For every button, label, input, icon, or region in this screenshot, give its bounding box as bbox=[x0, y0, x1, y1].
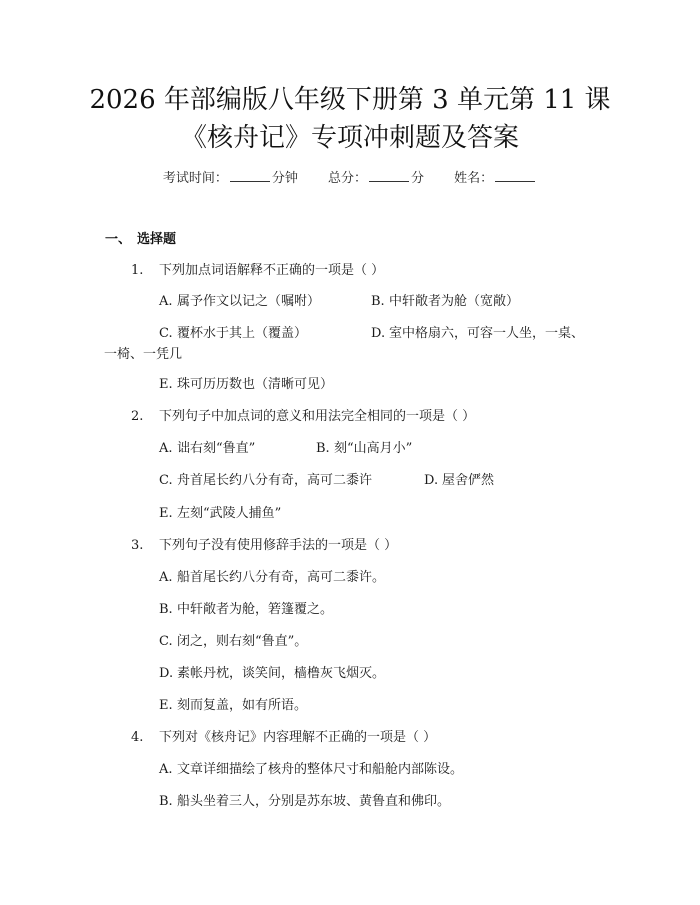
option-letter: B. bbox=[371, 294, 385, 309]
question-3-option-e bbox=[159, 697, 307, 715]
section-number: 一、 bbox=[105, 232, 132, 247]
exam-score-unit: 分 bbox=[411, 171, 425, 186]
option-text: 素帐丹枕，谈笑间，樯橹灰飞烟灭。 bbox=[177, 666, 386, 681]
option-text: 屋舍俨然 bbox=[442, 473, 495, 488]
question-2 bbox=[131, 408, 475, 426]
option-text: 诎右刻“鲁直” bbox=[177, 441, 256, 456]
exam-name-field bbox=[454, 169, 537, 188]
option-text: 闭之，则右刻“鲁直”。 bbox=[177, 634, 308, 649]
exam-time-field bbox=[163, 169, 298, 188]
option-letter: B. bbox=[316, 441, 330, 456]
question-1-option-d-continued: 一椅、一凭几 bbox=[104, 347, 183, 362]
question-1-option-d bbox=[371, 325, 584, 343]
question-3-option-d bbox=[159, 665, 385, 683]
question-3 bbox=[131, 537, 397, 555]
option-text: 船首尾长约八分有奇，高可二黍许。 bbox=[177, 570, 386, 585]
exam-info bbox=[0, 169, 700, 188]
exam-time-unit: 分钟 bbox=[271, 171, 298, 186]
question-text: 下列加点词语解释不正确的一项是（ ） bbox=[159, 263, 385, 278]
question-2-option-a bbox=[159, 440, 255, 458]
question-4-option-a bbox=[159, 761, 463, 779]
option-text: 中轩敞者为舱（宽敞） bbox=[389, 294, 520, 309]
question-4-option-b bbox=[159, 793, 450, 811]
option-text: 船头坐着三人，分别是苏东坡、黄鲁直和佛印。 bbox=[177, 794, 451, 809]
option-letter: C. bbox=[159, 634, 173, 649]
exam-score-field bbox=[328, 169, 424, 188]
option-text: 覆杯水于其上（覆盖） bbox=[177, 326, 308, 341]
question-number: 1. bbox=[131, 263, 144, 278]
question-3-option-c bbox=[159, 633, 307, 651]
document-title-line-2: 《核舟记》专项冲刺题及答案 bbox=[180, 123, 519, 153]
exam-score-label: 总分： bbox=[327, 171, 367, 186]
option-letter: C. bbox=[159, 326, 173, 341]
question-3-option-b bbox=[159, 601, 333, 619]
question-1-option-b bbox=[371, 293, 519, 311]
option-text: 珠可历历数也（清晰可见） bbox=[177, 377, 334, 392]
question-text: 下列对《核舟记》内容理解不正确的一项是（ ） bbox=[159, 730, 437, 745]
option-text: 文章详细描绘了核舟的整体尺寸和船舱内部陈设。 bbox=[177, 762, 464, 777]
option-text: 中轩敞者为舱，箬篷覆之。 bbox=[177, 602, 334, 617]
option-letter: B. bbox=[159, 794, 173, 809]
question-2-option-e bbox=[159, 505, 281, 523]
option-text: 刻“山高月小” bbox=[334, 441, 413, 456]
option-letter: A. bbox=[159, 441, 173, 456]
document-title-line-1: 2026 年部编版八年级下册第 3 单元第 11 课 bbox=[89, 85, 611, 115]
option-letter: E. bbox=[159, 698, 173, 713]
option-letter: D. bbox=[424, 473, 439, 488]
option-letter: E. bbox=[159, 506, 173, 521]
option-letter: D. bbox=[371, 326, 386, 341]
option-text: 刻而复盖，如有所语。 bbox=[177, 698, 308, 713]
section-heading bbox=[105, 231, 176, 249]
exam-name-blank bbox=[495, 169, 535, 182]
option-letter: E. bbox=[159, 377, 173, 392]
exam-time-blank bbox=[230, 169, 270, 182]
exam-score-blank bbox=[369, 169, 409, 182]
question-1-option-a bbox=[159, 293, 320, 311]
exam-time-label: 考试时间： bbox=[162, 171, 228, 186]
question-4 bbox=[131, 729, 436, 747]
option-letter: A. bbox=[159, 294, 173, 309]
question-2-option-b bbox=[316, 440, 412, 458]
question-2-option-c bbox=[159, 472, 372, 490]
question-text: 下列句子中加点词的意义和用法完全相同的一项是（ ） bbox=[159, 409, 476, 424]
option-letter: B. bbox=[159, 602, 173, 617]
option-text: 属予作文以记之（嘱咐） bbox=[177, 294, 321, 309]
option-text: 室中格扇六，可容一人坐，一桌、 bbox=[389, 326, 585, 341]
question-1 bbox=[131, 262, 384, 280]
question-2-option-d bbox=[424, 472, 494, 490]
option-letter: A. bbox=[159, 762, 173, 777]
question-number: 4. bbox=[131, 730, 144, 745]
option-text: 左刻“武陵人捕鱼” bbox=[177, 506, 282, 521]
question-number: 2. bbox=[131, 409, 144, 424]
question-number: 3. bbox=[131, 538, 144, 553]
question-3-option-a bbox=[159, 569, 385, 587]
question-1-option-c bbox=[159, 325, 307, 343]
option-text: 舟首尾长约八分有奇，高可二黍许 bbox=[177, 473, 373, 488]
option-letter: C. bbox=[159, 473, 173, 488]
option-letter: A. bbox=[159, 570, 173, 585]
exam-name-label: 姓名： bbox=[454, 171, 494, 186]
question-1-option-e bbox=[159, 376, 333, 394]
question-text: 下列句子没有使用修辞手法的一项是（ ） bbox=[159, 538, 398, 553]
section-title: 选择题 bbox=[137, 232, 177, 247]
option-letter: D. bbox=[159, 666, 174, 681]
